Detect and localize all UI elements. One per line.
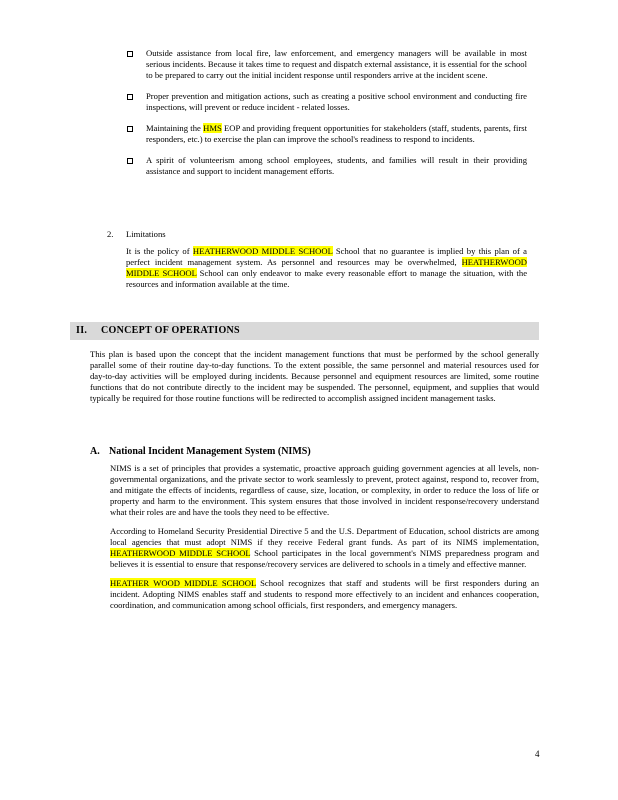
subsection-heading	[90, 446, 311, 457]
heading-text: Limitations	[126, 229, 166, 239]
page-number: 4	[535, 749, 540, 759]
square-bullet-icon	[127, 126, 133, 132]
limitations-heading	[107, 229, 527, 240]
heading-number: 2.	[107, 229, 114, 239]
limitations-section	[107, 229, 527, 290]
nims-section	[110, 463, 539, 619]
square-bullet-icon	[127, 158, 133, 164]
bullet-text	[146, 123, 527, 145]
highlighted-text: HEATHERWOOD MIDDLE SCHOOL	[110, 548, 251, 558]
text-run: It is the policy of	[126, 246, 193, 256]
section-heading	[76, 325, 240, 336]
section-number: II.	[76, 325, 88, 336]
bullet-text: Proper prevention and mitigation actions, such as creating a positive school environment and conducting fire inspections, will prevent or reduce incident - related losses.	[146, 91, 527, 112]
nims-paragraph-2	[110, 526, 539, 570]
limitations-paragraph	[126, 246, 527, 290]
text-run: School recognizes that staff and students will be first responders during an incident. Adopting NIMS enables staff and students to respond more effectively to an incident and enhances cooperation, coordination, and communication among school officials, first responders, and emergency managers.	[110, 578, 540, 610]
nims-paragraph-3	[110, 578, 539, 611]
highlighted-text: HEATHER WOOD MIDDLE SCHOOL	[110, 578, 256, 588]
highlighted-text: HEATHERWOOD MIDDLE SCHOOL	[126, 257, 527, 278]
list-item	[127, 91, 527, 113]
nims-paragraph-1: NIMS is a set of principles that provides a systematic, proactive approach guiding government agencies at all levels, non-governmental organizations, and the private sector to work seamlessly to prevent, protect against, respond to, recover from, and mitigate the effects of incidents, regardless of cause, size, location, or complexity, in order to reduce the loss of life or property and harm to the environment. This system ensures that those involved in incident response/recovery understand what their roles are and have the tools they need to be effective.	[110, 463, 539, 517]
subsection-title: National Incident Management System (NIMS)	[109, 446, 311, 457]
text-run: School participates in the local government's NIMS preparedness program and believes it is essential to ensure that response/recovery services are delivered to schools in a timely and effective manner.	[110, 548, 540, 569]
highlighted-text: HMS	[203, 123, 222, 133]
section-title: CONCEPT OF OPERATIONS	[101, 325, 240, 336]
text-run: School that no guarantee is implied by this plan of a perfect incident management system. As personnel and resources may be overwhelmed,	[126, 246, 527, 267]
text-run: School can only endeavor to make every reasonable effort to manage the situation, with the resources and information available at the time.	[126, 268, 528, 289]
square-bullet-icon	[127, 94, 133, 100]
text-run: According to Homeland Security Presidential Directive 5 and the U.S. Department of Education, school districts are among local agencies that must adopt NIMS if they receive Federal grant funds. As part of its NIMS implementation,	[110, 526, 539, 547]
bullet-text: Outside assistance from local fire, law enforcement, and emergency managers will be available in most serious incidents. Because it takes time to request and dispatch external assistance, it is essential for the school to be prepared to carry out the initial incident response until responders arrive at the incident scene.	[146, 48, 527, 80]
list-item	[127, 123, 527, 145]
concept-intro	[90, 349, 539, 404]
assumptions-bullet-list	[127, 48, 527, 187]
text-run: Maintaining the	[146, 123, 204, 133]
highlighted-text: HEATHERWOOD MIDDLE SCHOOL	[192, 246, 333, 256]
square-bullet-icon	[127, 51, 133, 57]
text-run: EOP and providing frequent opportunities for stakeholders (staff, students, parents, first responders, etc.) to exercise the plan can improve the school's readiness to respond to incidents.	[146, 123, 527, 144]
list-item	[127, 48, 527, 81]
subsection-letter: A.	[90, 446, 100, 457]
list-item	[127, 155, 527, 177]
section-heading-bar	[70, 322, 539, 340]
bullet-text: A spirit of volunteerism among school employees, students, and families will result in their providing assistance and support to incident management efforts.	[146, 155, 527, 176]
intro-paragraph: This plan is based upon the concept that the incident management functions that must be performed by the school generally parallel some of their routine day-to-day functions. To the extent possible, the same personnel and material resources used for day-to-day activities will be employed during incidents. Because personnel and equipment resources are limited, some routine functions that do not contribute directly to the incident may be suspended. The personnel, equipment, and supplies that would typically be required for those routine functions will be redirected to accomplish assigned incident management tasks.	[90, 349, 539, 403]
